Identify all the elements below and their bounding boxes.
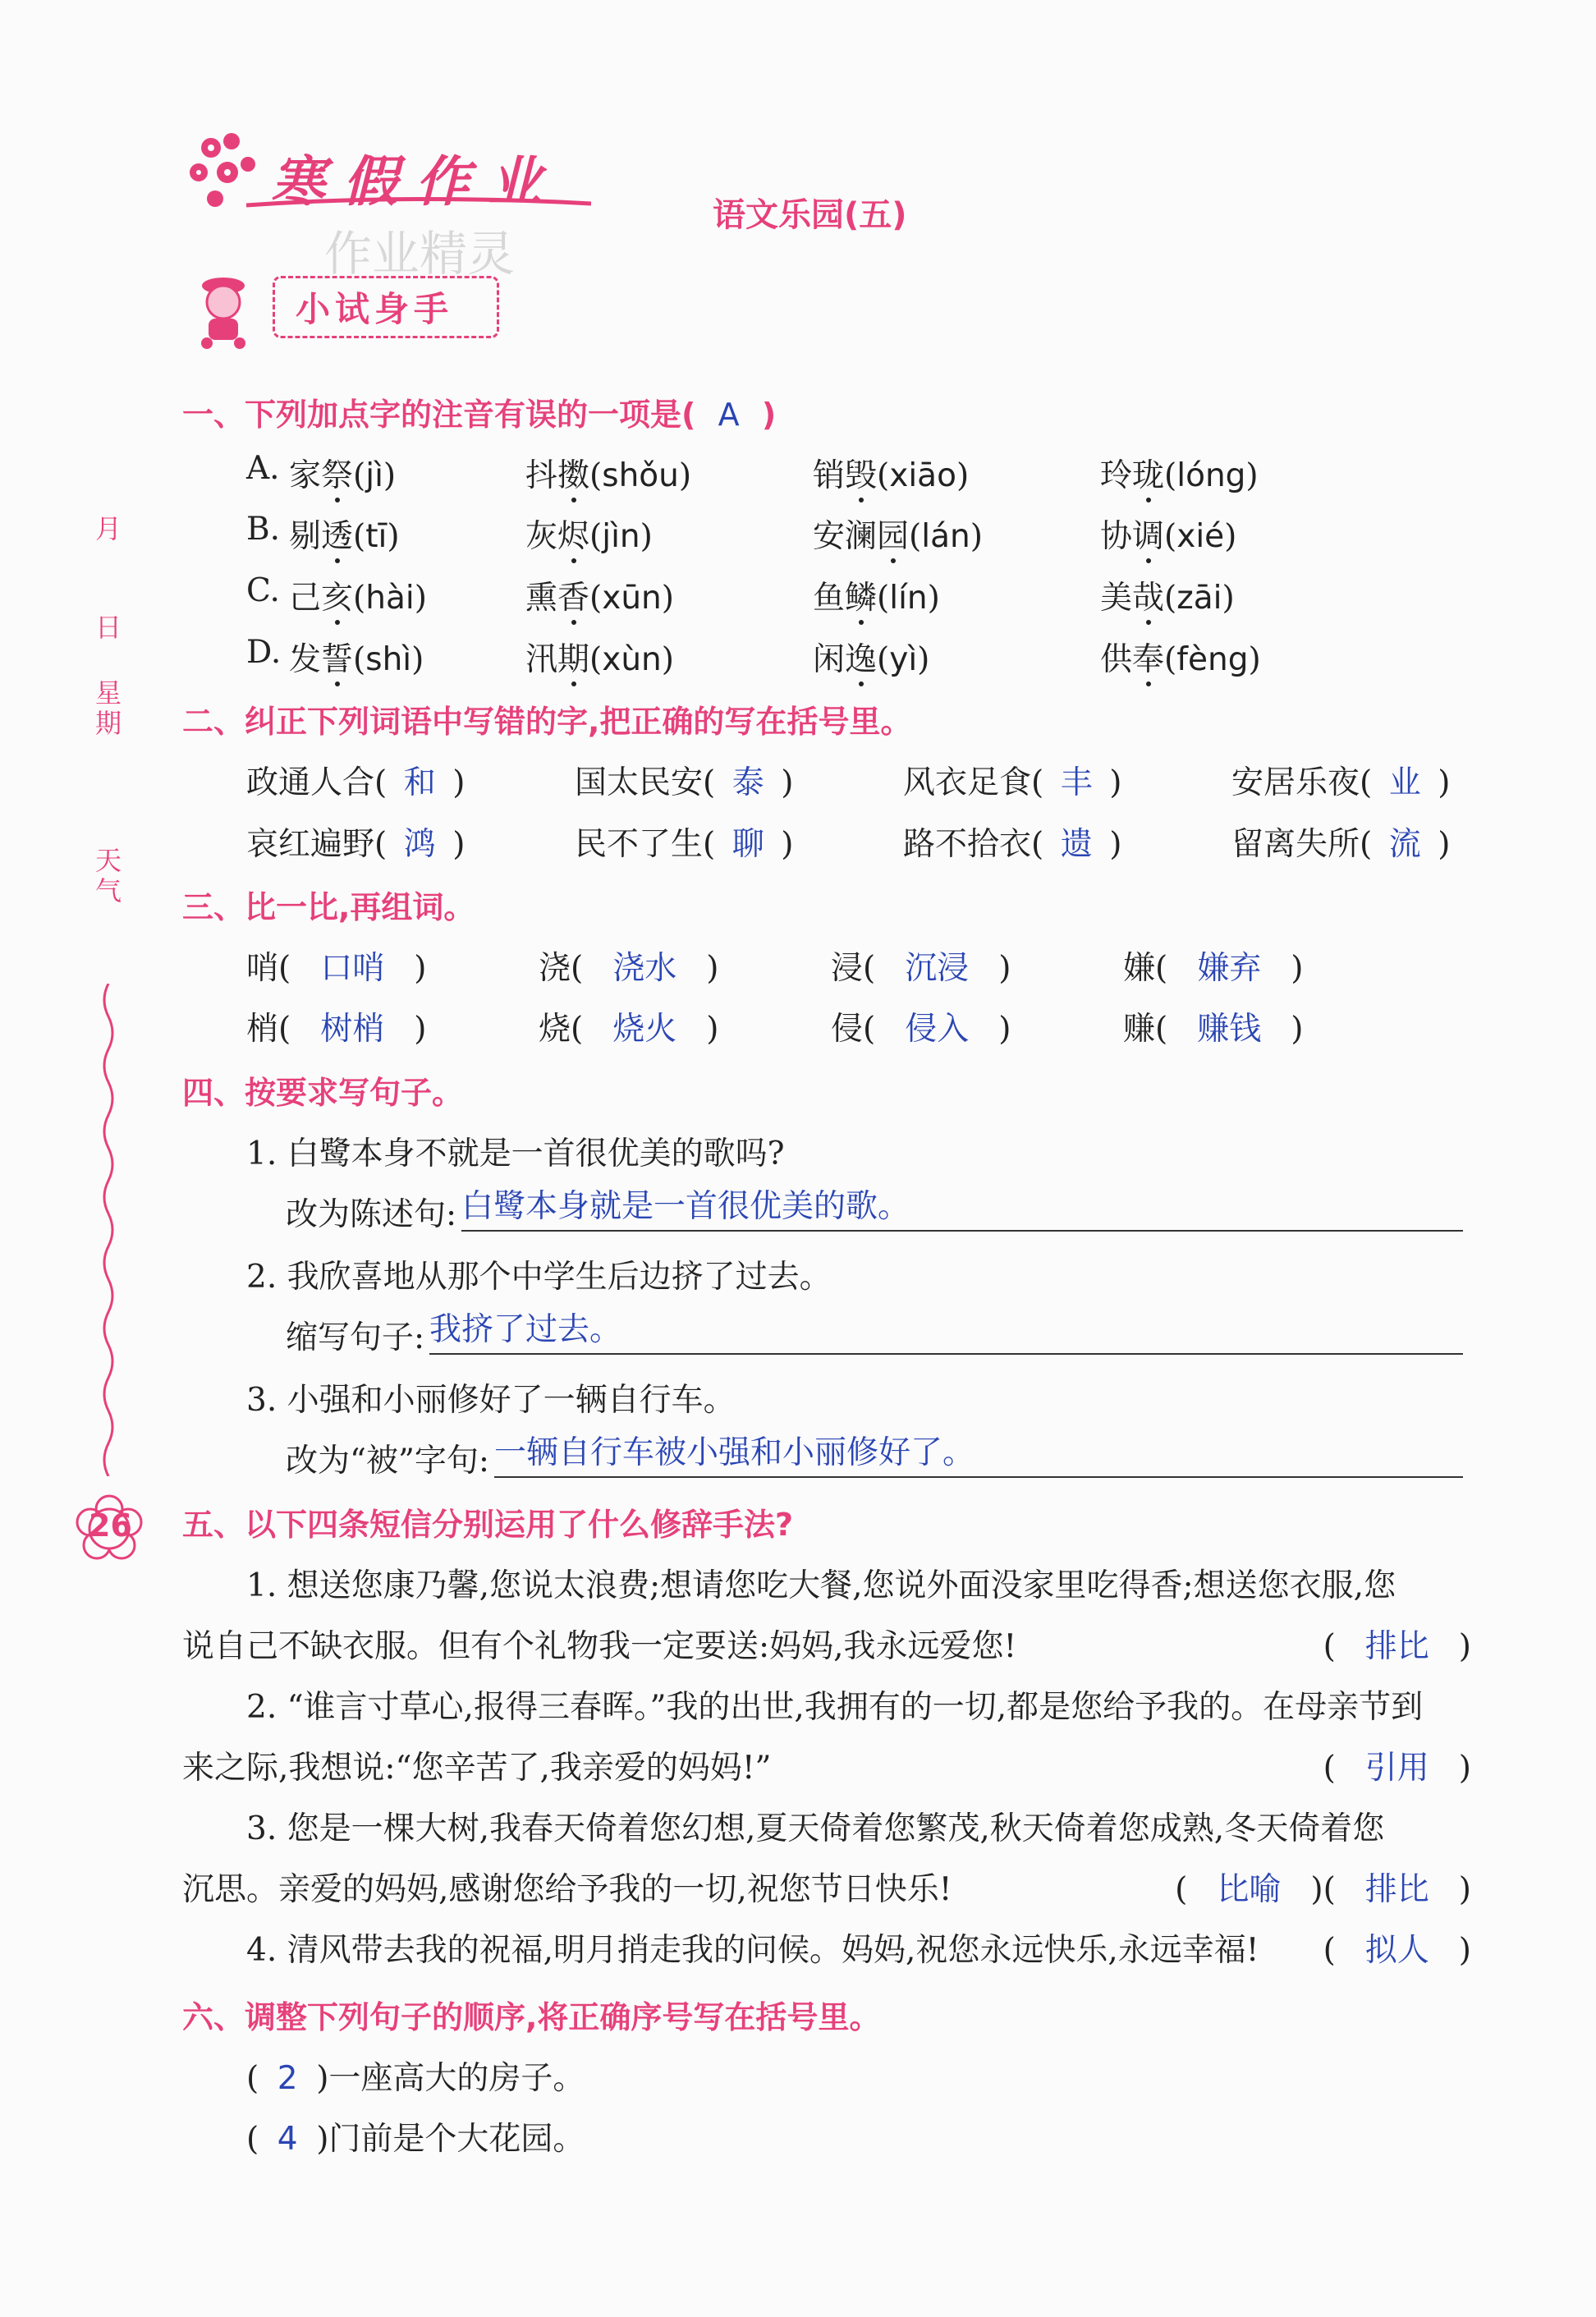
q4-answer: 一辆自行车被小强和小丽修好了。 <box>494 1434 975 1471</box>
emphasis-char: 园 <box>877 511 909 557</box>
q5-title: 五、以下四条短信分别运用了什么修辞手法? <box>182 1507 794 1543</box>
emphasis-char: 调 <box>1132 511 1164 557</box>
q1-option-item: 玲珑(lóng) <box>1100 450 1259 496</box>
pinyin: hài <box>365 580 415 617</box>
pinyin: lóng <box>1176 457 1246 494</box>
q3-item <box>1123 943 1303 989</box>
q2-word: 国太民安( <box>575 764 716 801</box>
q3-answer: 浇水 <box>612 950 677 987</box>
pinyin: lín <box>889 580 928 617</box>
q4-answer: 我挤了过去。 <box>429 1311 622 1348</box>
q3-item <box>831 943 1011 989</box>
badge-label: 小试身手 <box>296 289 454 329</box>
q2-answer: 聊 <box>732 826 764 863</box>
sidebar-vine <box>97 984 120 1476</box>
q3-answer: 口哨 <box>320 950 385 987</box>
q3-close: ) <box>706 1011 719 1048</box>
q2-answer: 丰 <box>1060 764 1093 801</box>
q1-option-item: 销毁(xiāo) <box>813 450 969 496</box>
q3-close: ) <box>706 950 719 987</box>
emphasis-char: 烬 <box>557 511 589 557</box>
q1-option-label: B. <box>246 511 281 548</box>
q1-option-item: 己亥(hài) <box>289 572 427 618</box>
q4-prompt: 改为陈述句: <box>286 1196 457 1233</box>
q1-option-item: 闲逸(yì) <box>813 634 929 680</box>
sidebar-day: 日 <box>94 612 122 643</box>
q4-sentence: 3. 小强和小丽修好了一辆自行车。 <box>246 1382 736 1419</box>
q4-sentence: 1. 白鹭本身不就是一首很优美的歌吗? <box>246 1136 785 1172</box>
q3-item <box>539 1003 718 1049</box>
q2-answer: 鸿 <box>403 826 436 863</box>
q6-item: ( 4 )门前是个大花园。 <box>246 2121 585 2158</box>
q2-item <box>903 757 1121 803</box>
q2-answer: 和 <box>403 764 436 801</box>
pinyin: xiāo <box>889 457 956 494</box>
q3-char: 哨( <box>246 950 291 987</box>
q2-answer: 流 <box>1388 826 1421 863</box>
q5-answer-group: ( 引用 ) <box>1323 1742 1471 1788</box>
q1-title-text: 一、下列加点字的注音有误的一项是( <box>182 397 696 433</box>
pinyin: xùn <box>602 641 662 678</box>
q2-item <box>575 819 793 865</box>
q2-word: 政通人合( <box>246 764 388 801</box>
q3-answer: 赚钱 <box>1197 1011 1262 1048</box>
answer-underline <box>461 1230 1463 1232</box>
q1-option-item: 汛期(xùn) <box>525 634 674 680</box>
q4-answer: 白鹭本身就是一首很优美的歌。 <box>461 1188 910 1225</box>
q5-line2: 沉思。亲爱的妈妈,感谢您给予我的一切,祝您节日快乐! <box>182 1871 952 1908</box>
sidebar-weather: 天气 <box>94 845 122 906</box>
q5-answer-group: ( 排比 ) <box>1323 1621 1471 1667</box>
q3-answer: 烧火 <box>612 1011 677 1048</box>
q5-answer: 引用 <box>1364 1750 1429 1787</box>
q3-close: ) <box>1291 1011 1304 1048</box>
emphasis-char: 毁 <box>845 450 877 496</box>
q5-line1: 2. “谁言寸草心,报得三春晖。”我的出世,我拥有的一切,都是您给予我的。在母亲节到 <box>246 1689 1424 1726</box>
q2-close: ) <box>1109 826 1122 863</box>
q2-close: ) <box>1438 826 1451 863</box>
q3-title: 三、比一比,再组词。 <box>182 889 475 925</box>
sidebar-month: 月 <box>94 513 122 544</box>
q5-answer: 拟人 <box>1364 1932 1429 1969</box>
pinyin: lán <box>921 518 970 555</box>
q2-close: ) <box>1438 764 1451 801</box>
q1-close: ) <box>761 397 777 433</box>
pinyin: shì <box>365 641 412 678</box>
q6-text: )门前是个大花园。 <box>316 2121 585 2158</box>
q1-option-item: 安澜园(lán) <box>813 511 983 557</box>
q2-close: ) <box>1109 764 1122 801</box>
q4-prompt: 改为“被”字句: <box>286 1443 490 1480</box>
q3-close: ) <box>1291 950 1304 987</box>
q2-item <box>1231 819 1450 865</box>
page-number: 26 <box>89 1507 132 1544</box>
q3-answer: 侵入 <box>905 1011 970 1048</box>
q2-word: 安居乐夜( <box>1231 764 1373 801</box>
q2-close: ) <box>452 826 466 863</box>
pinyin: xié <box>1176 518 1225 555</box>
q2-answer: 遗 <box>1060 826 1093 863</box>
q5-answer: 排比 <box>1364 1628 1429 1665</box>
q1-option-item: 供奉(fèng) <box>1100 634 1261 680</box>
emphasis-char: 逸 <box>845 634 877 680</box>
q6-text: )一座高大的房子。 <box>316 2060 585 2097</box>
mascot-icon <box>182 261 264 351</box>
q3-close: ) <box>998 950 1011 987</box>
q6-title: 六、调整下列句子的顺序,将正确序号写在括号里。 <box>182 1999 881 2035</box>
q1-option-item: 鱼鳞(lín) <box>813 572 940 618</box>
q1-option-item: 家祭(jì) <box>289 450 396 496</box>
q5-answer-group: ( 比喻 )( 排比 ) <box>1175 1864 1471 1910</box>
q3-item <box>246 943 426 989</box>
q1-option-item: 协调(xié) <box>1100 511 1236 557</box>
q2-item <box>903 819 1121 865</box>
q3-item <box>831 1003 1011 1049</box>
q5-line2: 来之际,我想说:“您辛苦了,我亲爱的妈妈!” <box>182 1750 772 1787</box>
q2-word: 民不了生( <box>575 826 716 863</box>
q2-close: ) <box>781 826 794 863</box>
q4-prompt: 缩写句子: <box>286 1319 425 1356</box>
q2-word: 留离失所( <box>1231 826 1373 863</box>
answer-underline <box>494 1476 1463 1478</box>
q5-answer: 比喻 <box>1217 1871 1282 1908</box>
pinyin: tī <box>365 518 388 555</box>
q1-option-label: A. <box>246 450 280 487</box>
q2-close: ) <box>781 764 794 801</box>
q1-option-label: C. <box>246 572 280 609</box>
emphasis-char: 誓 <box>321 634 353 680</box>
q1-option-item: 发誓(shì) <box>289 634 424 680</box>
q2-close: ) <box>452 764 466 801</box>
q2-item <box>246 757 465 803</box>
emphasis-char: 珑 <box>1132 450 1164 496</box>
pinyin: xūn <box>602 580 662 617</box>
pinyin: fèng <box>1176 641 1249 678</box>
q3-char: 赚( <box>1123 1011 1168 1048</box>
emphasis-char: 擞 <box>557 450 589 496</box>
sidebar-weekday: 星期 <box>94 677 122 739</box>
q1-option-item: 灰烬(jìn) <box>525 511 653 557</box>
q3-char: 侵( <box>831 1011 876 1048</box>
q3-close: ) <box>414 1011 427 1048</box>
q3-item <box>1123 1003 1303 1049</box>
pinyin: zāi <box>1176 580 1222 617</box>
q6-item: ( 2 )一座高大的房子。 <box>246 2060 585 2097</box>
q1-option-item: 熏香(xūn) <box>525 572 674 618</box>
emphasis-char: 亥 <box>321 572 353 618</box>
answer-underline <box>429 1353 1463 1355</box>
q2-word: 风衣足食( <box>903 764 1044 801</box>
q3-item <box>539 943 718 989</box>
title-swoosh <box>246 194 591 210</box>
header-title: 寒假作业 <box>271 150 560 213</box>
pinyin: jì <box>365 457 383 494</box>
q1-answer: A <box>718 397 740 433</box>
q4-title: 四、按要求写句子。 <box>182 1075 464 1111</box>
q3-char: 梢( <box>246 1011 291 1048</box>
q2-item <box>575 757 793 803</box>
q3-answer: 沉浸 <box>905 950 970 987</box>
q5-line1: 3. 您是一棵大树,我春天倚着您幻想,夏天倚着您繁茂,秋天倚着您成熟,冬天倚着您 <box>246 1810 1385 1847</box>
q2-answer: 业 <box>1388 764 1421 801</box>
pinyin: shǒu <box>602 457 679 494</box>
q5-line2: 说自己不缺衣服。但有个礼物我一定要送:妈妈,我永远爱您! <box>182 1628 1017 1665</box>
pinyin: yì <box>889 641 918 678</box>
q1-option-item: 美哉(zāi) <box>1100 572 1235 618</box>
q4-sentence: 2. 我欣喜地从那个中学生后边挤了过去。 <box>246 1259 832 1296</box>
q1-option-label: D. <box>246 634 282 671</box>
q5-line1: 4. 清风带去我的祝福,明月捎走我的问候。妈妈,祝您永远快乐,永远幸福! <box>246 1932 1259 1969</box>
q6-answer: 4 <box>277 2121 298 2158</box>
q3-answer: 嫌弃 <box>1197 950 1262 987</box>
q2-word: 哀红遍野( <box>246 826 388 863</box>
q3-close: ) <box>998 1011 1011 1048</box>
q2-title: 二、纠正下列词语中写错的字,把正确的写在括号里。 <box>182 704 912 740</box>
emphasis-char: 透 <box>321 511 353 557</box>
q3-close: ) <box>414 950 427 987</box>
emphasis-char: 鳞 <box>845 572 877 618</box>
q2-word: 路不拾衣( <box>903 826 1044 863</box>
q3-char: 嫌( <box>1123 950 1168 987</box>
q5-line1: 1. 想送您康乃馨,您说太浪费;想请您吃大餐,您说外面没家里吃得香;想送您衣服,您 <box>246 1567 1396 1604</box>
emphasis-char: 期 <box>557 634 589 680</box>
q3-char: 浸( <box>831 950 876 987</box>
emphasis-char: 哉 <box>1132 572 1164 618</box>
q1-option-item: 抖擞(shǒu) <box>525 450 691 496</box>
q2-answer: 泰 <box>732 764 764 801</box>
q5-answer-group: ( 拟人 ) <box>1323 1925 1471 1971</box>
q3-answer: 树梢 <box>320 1011 385 1048</box>
q1-option-item: 剔透(tī) <box>289 511 400 557</box>
header-subtitle: 语文乐园(五) <box>713 196 907 234</box>
q2-item <box>1231 757 1450 803</box>
q2-item <box>246 819 465 865</box>
pinyin: jìn <box>602 518 640 555</box>
q3-char: 烧( <box>539 1011 584 1048</box>
emphasis-char: 祭 <box>321 450 353 496</box>
q5-answer: 排比 <box>1364 1871 1429 1908</box>
emphasis-char: 奉 <box>1132 634 1164 680</box>
q1-title <box>182 389 776 434</box>
q3-char: 浇( <box>539 950 584 987</box>
q3-item <box>246 1003 426 1049</box>
q6-answer: 2 <box>277 2060 298 2097</box>
watermark: 作业精灵 <box>324 226 516 282</box>
emphasis-char: 香 <box>557 572 589 618</box>
